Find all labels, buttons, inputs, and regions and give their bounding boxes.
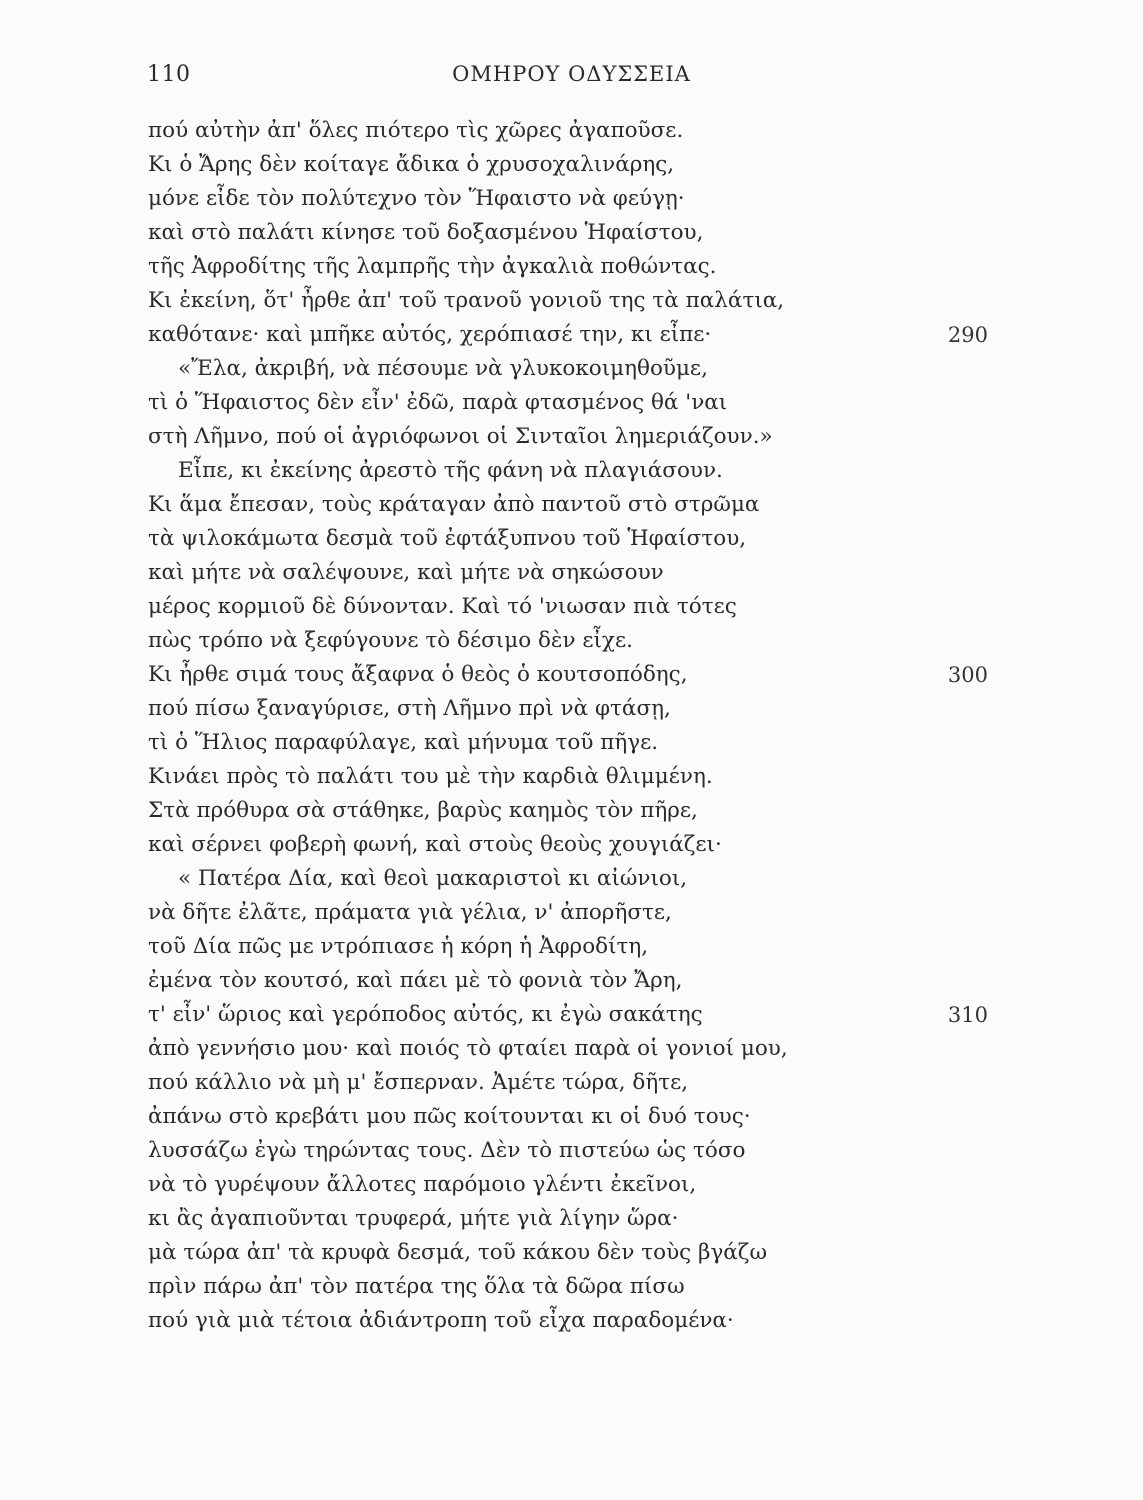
verse-text: μὰ τώρα ἀπ' τὰ κρυφὰ δεσμά, τοῦ κάκου δὲν τοὺς βγάζω [148,1240,767,1265]
verse-text: Κι ἅμα ἔπεσαν, τοὺς κράταγαν ἀπὸ παντοῦ στὸ στρῶμα [148,492,760,517]
verse-text: πὼς τρόπο νὰ ξεφύγουνε τὸ δέσιμο δὲν εἶχε. [148,628,633,653]
verse-text: τῆς Ἀφροδίτης τῆς λαμπρῆς τὴν ἀγκαλιὰ ποθώντας. [148,254,717,279]
verse-line [0,1066,1143,1100]
verse-text: τὶ ὁ Ἥφαιστος δὲν εἶν' ἐδῶ, παρὰ φτασμένος θά 'ναι [148,390,728,415]
verse-line [0,284,1143,318]
verse-line [0,1304,1143,1338]
verse-text: πού πίσω ξαναγύρισε, στὴ Λῆμνο πρὶ νὰ φτάσῃ, [148,696,671,721]
verse-line [0,828,1143,862]
verse-text: πού αὐτὴν ἀπ' ὅλες πιότερο τὶς χῶρες ἀγαποῦσε. [148,118,684,143]
verse-line [0,760,1143,794]
verse-text: πού κάλλιο νὰ μὴ μ' ἔσπερναν. Ἀμέτε τώρα, δῆτε, [148,1070,689,1095]
verse-text: Κι ἦρθε σιμά τους ἄξαφνα ὁ θεὸς ὁ κουτσοπόδης, [148,662,688,687]
verse-line [0,216,1143,250]
verse-text: καὶ σέρνει φοβερὴ φωνή, καὶ στοὺς θεοὺς χουγιάζει· [148,832,722,857]
verse-text: μέρος κορμιοῦ δὲ δύνονταν. Καὶ τό 'νιωσαν πιὰ τότες [148,594,737,619]
verse-text: « Πατέρα Δία, καὶ θεοὶ μακαριστοὶ κι αἰώνιοι, [178,866,688,891]
verse-text: καθότανε· καὶ μπῆκε αὐτός, χερόπιασέ την, κι εἶπε· [148,322,712,347]
verse-line [0,1100,1143,1134]
verse-text: τοῦ Δία πῶς με ντρόπιασε ἡ κόρη ἡ Ἀφροδίτη, [148,934,649,959]
verse-text: καὶ στὸ παλάτι κίνησε τοῦ δοξασμένου Ἡφαίστου, [148,220,704,245]
verse-text: καὶ μήτε νὰ σαλέψουνε, καὶ μήτε νὰ σηκώσουν [148,560,664,585]
verse-line [0,114,1143,148]
verse-line [0,318,1143,352]
verse-line [0,148,1143,182]
verse-text: τὰ ψιλοκάμωτα δεσμὰ τοῦ ἐφτάξυπνου τοῦ Ἡφαίστου, [148,526,747,551]
verse-line [0,964,1143,998]
verse-text: μόνε εἶδε τὸν πολύτεχνο τὸν Ἥφαιστο νὰ φεύγῃ· [148,186,685,211]
verse-block [0,114,1143,1338]
verse-line [0,930,1143,964]
verse-line [0,794,1143,828]
page-header [0,62,1143,92]
verse-text: «Ἔλα, ἀκριβή, νὰ πέσουμε νὰ γλυκοκοιμηθοῦμε, [178,356,708,381]
verse-line [0,352,1143,386]
verse-line [0,522,1143,556]
verse-line [0,624,1143,658]
verse-line [0,998,1143,1032]
line-number: 310 [947,1003,988,1027]
verse-text: τ' εἶν' ὥριος καὶ γερόποδος αὐτός, κι ἐγὼ σακάτης [148,1002,703,1027]
verse-line [0,658,1143,692]
running-title: ΟΜΗΡΟΥ ΟΔΥΣΣΕΙΑ [452,62,691,86]
verse-text: στὴ Λῆμνο, πού οἱ ἀγριόφωνοι οἱ Σινταῖοι λημεριάζουν.» [148,424,773,449]
verse-text: πού γιὰ μιὰ τέτοια ἀδιάντροπη τοῦ εἶχα παραδομένα· [148,1308,734,1333]
verse-line [0,556,1143,590]
verse-text: νὰ δῆτε ἐλᾶτε, πράματα γιὰ γέλια, ν' ἀπορῆστε, [148,900,672,925]
verse-line [0,1202,1143,1236]
verse-line [0,590,1143,624]
verse-text: λυσσάζω ἐγὼ τηρώντας τους. Δὲν τὸ πιστεύω ὡς τόσο [148,1138,746,1163]
verse-line [0,862,1143,896]
verse-line [0,1270,1143,1304]
verse-text: ἐμένα τὸν κουτσό, καὶ πάει μὲ τὸ φονιὰ τὸν Ἄρη, [148,968,683,993]
verse-line [0,692,1143,726]
verse-text: Κι ὁ Ἄρης δὲν κοίταγε ἄδικα ὁ χρυσοχαλινάρης, [148,152,675,177]
verse-text: Εἶπε, κι ἐκείνης ἀρεστὸ τῆς φάνη νὰ πλαγιάσουν. [178,458,723,483]
verse-line [0,1236,1143,1270]
verse-text: ἀπὸ γεννήσιο μου· καὶ ποιός τὸ φταίει παρὰ οἱ γονιοί μου, [148,1036,788,1061]
verse-line [0,488,1143,522]
verse-text: τὶ ὁ Ἥλιος παραφύλαγε, καὶ μήνυμα τοῦ πῆγε. [148,730,659,755]
verse-text: ἀπάνω στὸ κρεβάτι μου πῶς κοίτουνται κι οἱ δυό τους· [148,1104,751,1129]
verse-line [0,726,1143,760]
verse-text: Κινάει πρὸς τὸ παλάτι του μὲ τὴν καρδιὰ θλιμμένη. [148,764,713,789]
line-number: 300 [947,663,988,687]
verse-line [0,250,1143,284]
verse-line [0,386,1143,420]
verse-line [0,1134,1143,1168]
verse-text: Στὰ πρόθυρα σὰ στάθηκε, βαρὺς καημὸς τὸν πῆρε, [148,798,698,823]
verse-text: κι ἂς ἀγαπιοῦνται τρυφερά, μήτε γιὰ λίγην ὥρα· [148,1206,679,1231]
verse-line [0,182,1143,216]
line-number: 290 [947,323,988,347]
verse-text: νὰ τὸ γυρέψουν ἄλλοτες παρόμοιο γλέντι ἐκεῖνοι, [148,1172,697,1197]
verse-line [0,896,1143,930]
verse-line [0,420,1143,454]
verse-line [0,1032,1143,1066]
page-number: 110 [147,62,191,87]
verse-text: πρὶν πάρω ἀπ' τὸν πατέρα της ὅλα τὰ δῶρα πίσω [148,1274,685,1299]
verse-text: Κι ἐκείνη, ὅτ' ἦρθε ἀπ' τοῦ τρανοῦ γονιοῦ της τὰ παλάτια, [148,288,785,313]
verse-line [0,1168,1143,1202]
verse-line [0,454,1143,488]
